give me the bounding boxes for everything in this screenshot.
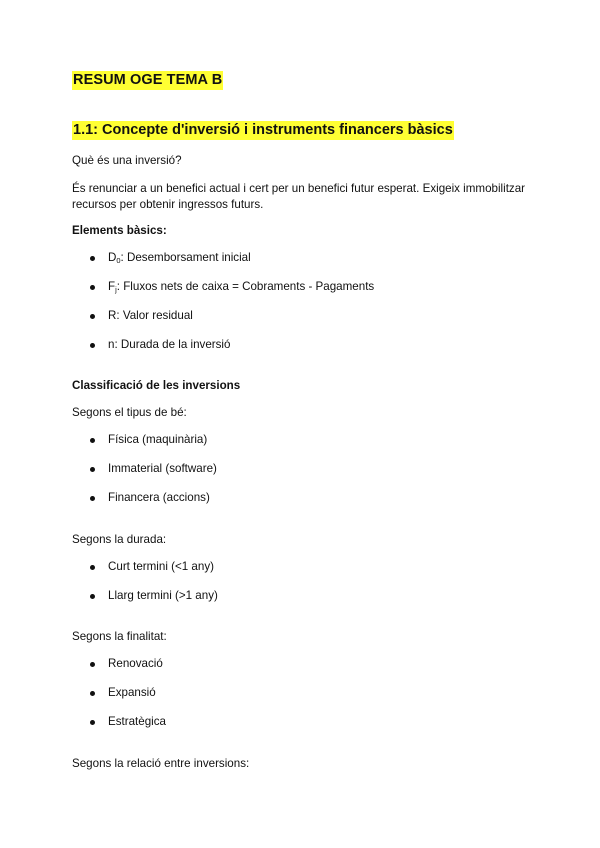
section-heading-highlight: 1.1: Concepte d'inversió i instruments financers bàsics bbox=[73, 122, 453, 138]
by-type-label: Segons el tipus de bé: bbox=[72, 406, 187, 419]
bullet-icon bbox=[90, 438, 95, 443]
list-item-text: Estratègica bbox=[108, 715, 166, 728]
list-item bbox=[90, 686, 156, 700]
bullet-icon bbox=[90, 256, 95, 261]
list-item-text: n: Durada de la inversió bbox=[108, 338, 231, 351]
list-item bbox=[90, 462, 217, 476]
bullet-icon bbox=[90, 594, 95, 599]
elements-heading: Elements bàsics: bbox=[72, 224, 167, 237]
list-item bbox=[90, 338, 230, 352]
bullet-icon bbox=[90, 314, 95, 319]
list-item bbox=[90, 491, 210, 505]
list-item bbox=[90, 309, 193, 323]
bullet-icon bbox=[90, 343, 95, 348]
classification-heading: Classificació de les inversions bbox=[72, 379, 241, 392]
bullet-icon bbox=[90, 496, 95, 501]
list-item bbox=[90, 560, 214, 574]
list-item bbox=[90, 715, 166, 729]
document-title bbox=[72, 72, 223, 88]
list-item-text: Expansió bbox=[108, 686, 156, 699]
list-item bbox=[90, 657, 163, 671]
by-purpose-label: Segons la finalitat: bbox=[72, 630, 167, 643]
list-item-text: Llarg termini (>1 any) bbox=[108, 589, 218, 602]
list-item-text: Curt termini (<1 any) bbox=[108, 560, 214, 573]
question-text: Què és una inversió? bbox=[72, 154, 182, 167]
definition-line-2: recursos per obtenir ingressos futurs. bbox=[72, 198, 264, 211]
list-item-text: R: Valor residual bbox=[108, 309, 193, 322]
by-relation-label: Segons la relació entre inversions: bbox=[72, 757, 250, 770]
list-item-text: Immaterial (software) bbox=[108, 462, 217, 475]
title-highlight: RESUM OGE TEMA B bbox=[73, 72, 223, 88]
list-item bbox=[90, 433, 207, 447]
list-item-text: $D_0$: Desemborsament inicial bbox=[108, 251, 251, 265]
list-item bbox=[90, 280, 374, 297]
list-item bbox=[90, 251, 251, 268]
bullet-icon bbox=[90, 691, 95, 696]
list-item-text: Financera (accions) bbox=[108, 491, 210, 504]
bullet-icon bbox=[90, 720, 95, 725]
list-item-text: Física (maquinària) bbox=[108, 433, 208, 446]
bullet-icon bbox=[90, 285, 95, 290]
bullet-icon bbox=[90, 565, 95, 570]
section-heading bbox=[72, 122, 454, 138]
list-item-text: Renovació bbox=[108, 657, 163, 670]
list-item bbox=[90, 589, 218, 603]
by-duration-label: Segons la durada: bbox=[72, 533, 167, 546]
definition-line-1: És renunciar a un benefici actual i cert per un benefici futur esperat. Exigeix immobilitzar bbox=[72, 182, 526, 195]
list-item-text: $F_j$: Fluxos nets de caixa = Cobraments - Pagaments bbox=[108, 280, 375, 294]
bullet-icon bbox=[90, 662, 95, 667]
bullet-icon bbox=[90, 467, 95, 472]
